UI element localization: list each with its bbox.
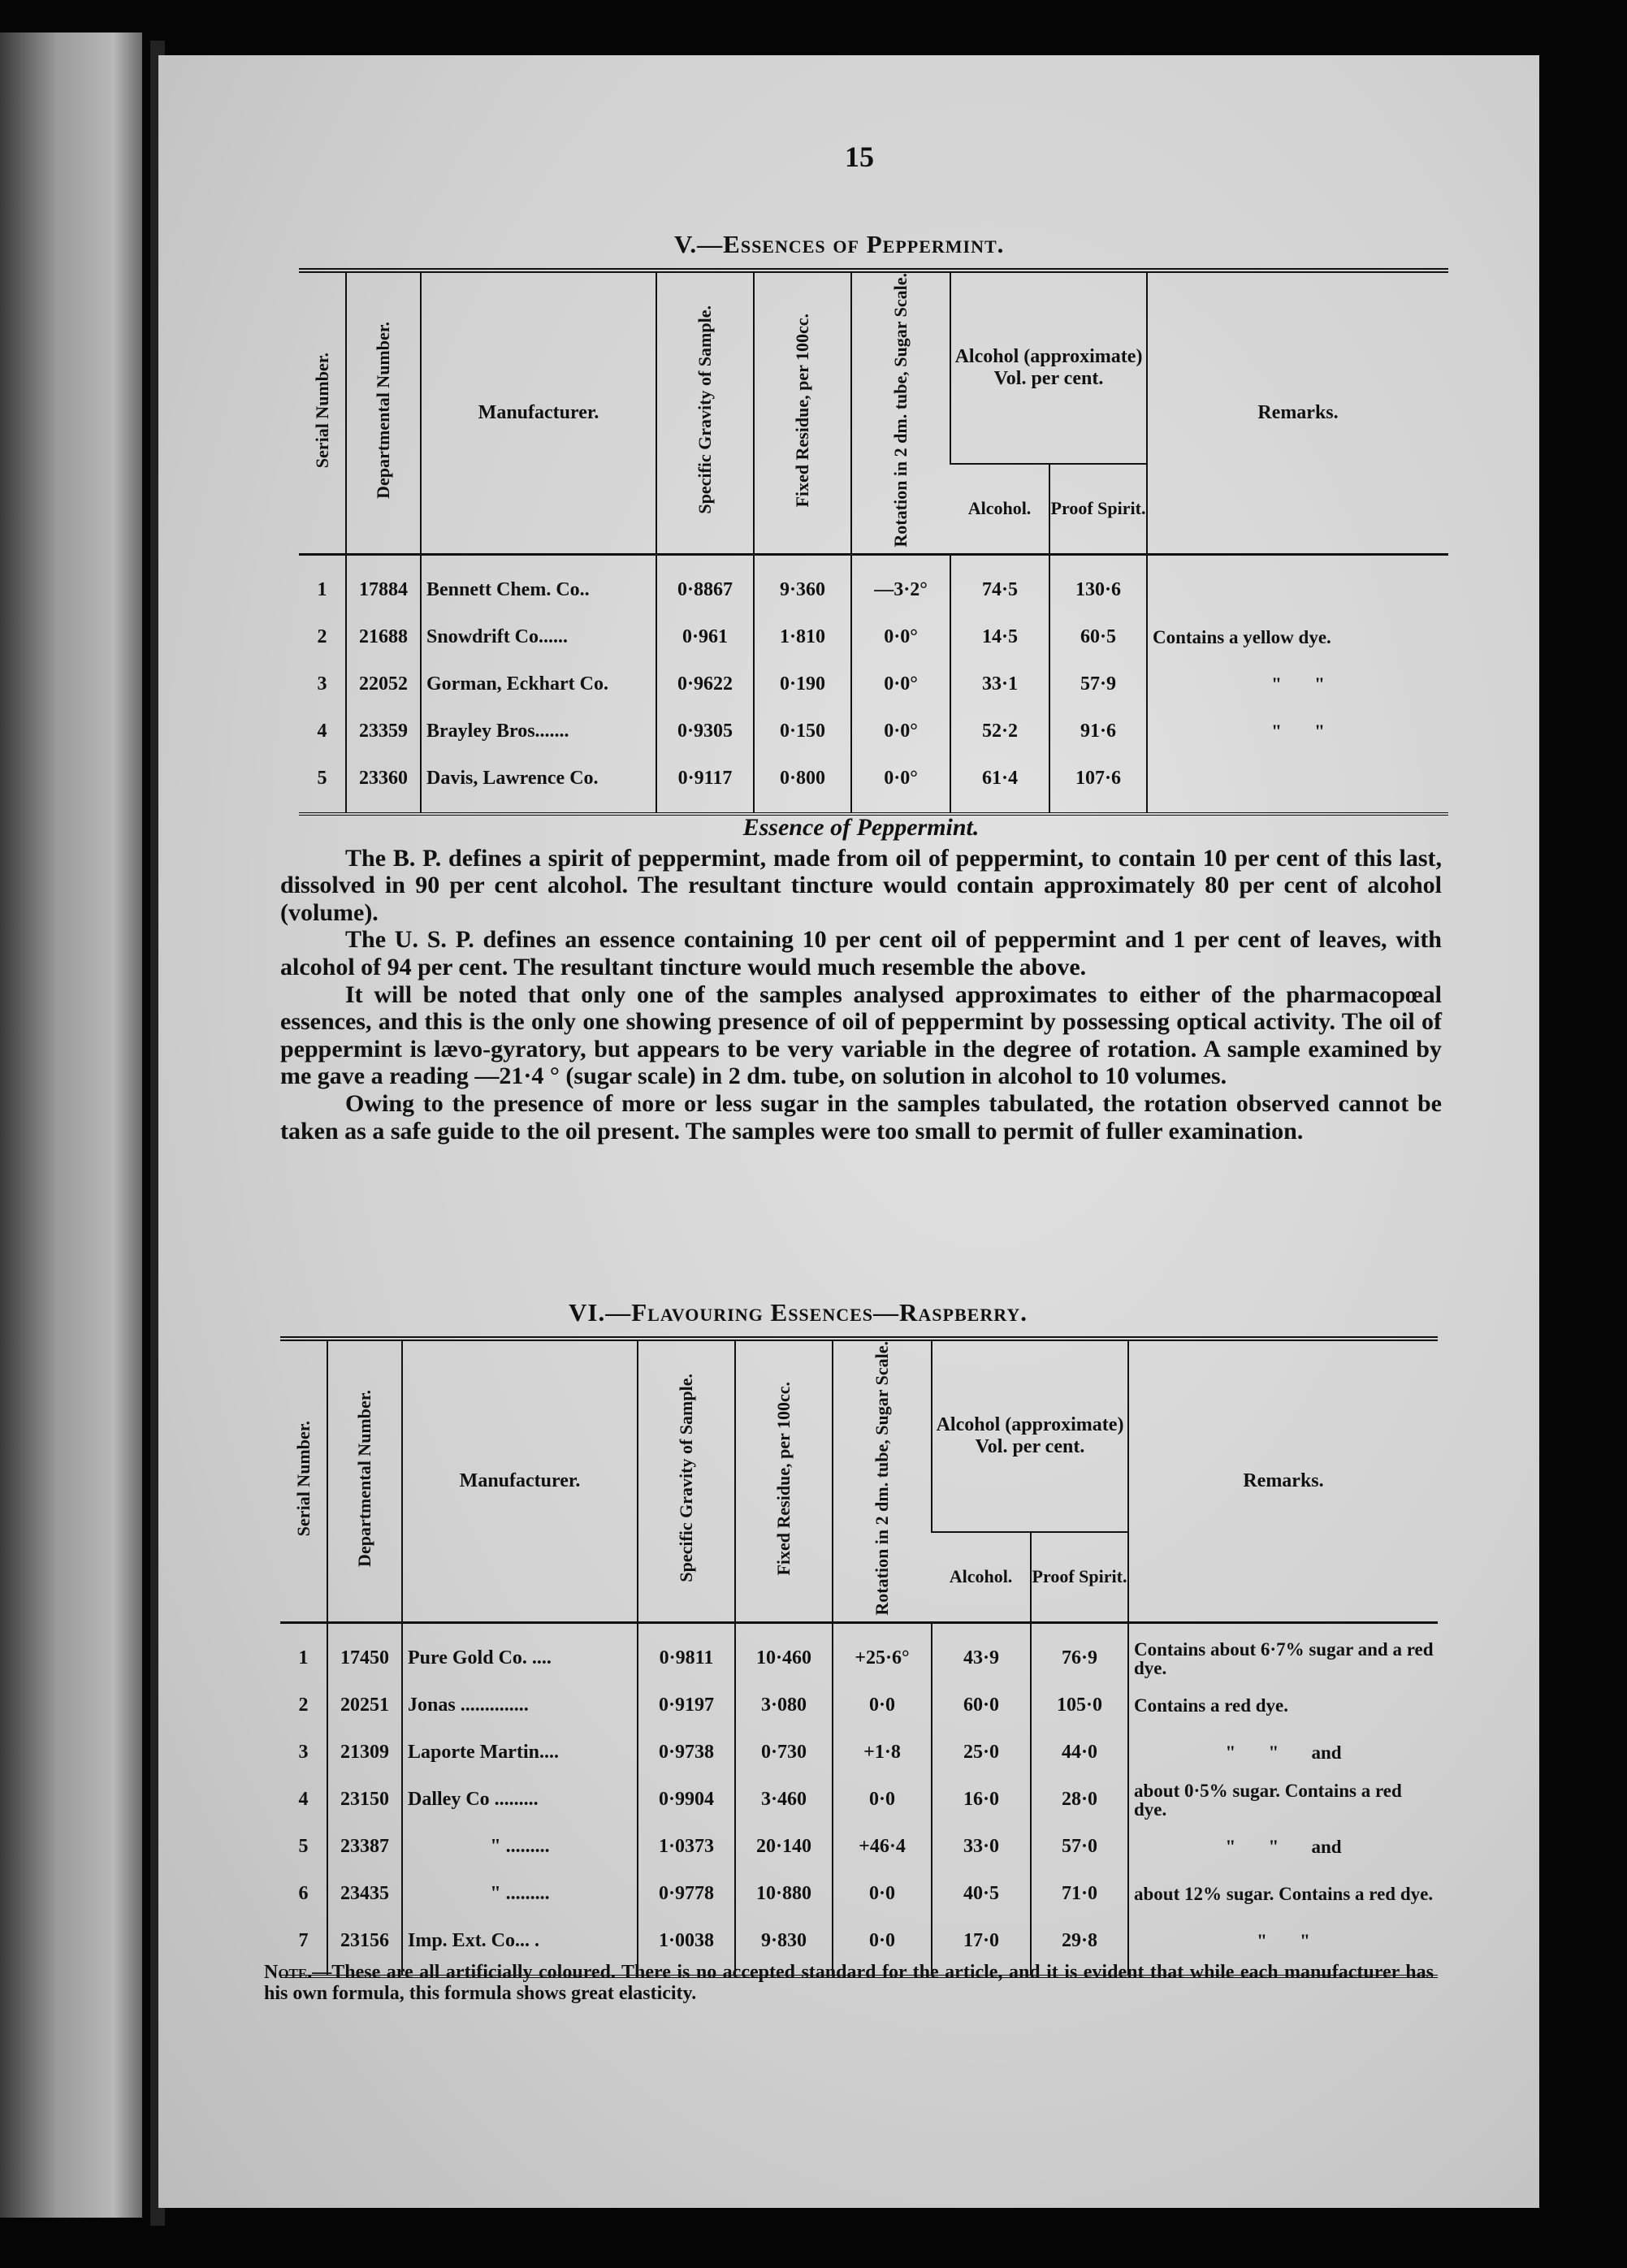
table-cell: 0·0 xyxy=(833,1871,932,1918)
header-gravity xyxy=(638,1339,735,1622)
header-alcohol: Alcohol. xyxy=(932,1532,1031,1622)
table-cell: 0·0° xyxy=(851,614,950,661)
header-rotation xyxy=(851,271,950,554)
table-cell: —3·2° xyxy=(851,554,950,614)
table-cell: 2 xyxy=(317,626,327,648)
table-cell: 0·0° xyxy=(851,708,950,755)
header-label: Specific Gravity of Sample. xyxy=(695,305,716,515)
table-cell: 0·8867 xyxy=(656,554,754,614)
table-cell: " " xyxy=(1147,661,1448,708)
table-cell: 57·0 xyxy=(1031,1824,1128,1871)
table-cell: 52·2 xyxy=(950,708,1049,755)
header-label: Rotation in 2 dm. tube, Sugar Scale. xyxy=(872,1341,893,1616)
table-cell: " " and xyxy=(1128,1729,1438,1777)
table-cell: Brayley Bros....... xyxy=(421,708,656,755)
header-label: Serial Number. xyxy=(292,1420,314,1536)
table-row xyxy=(299,554,1448,614)
table-cell: 0·0 xyxy=(833,1918,932,1976)
table-cell: 0·961 xyxy=(656,614,754,661)
header-label: Fixed Residue, per 100cc. xyxy=(773,1381,794,1576)
table-row xyxy=(280,1824,1438,1871)
table-cell: 60·0 xyxy=(932,1682,1031,1729)
table-cell: 0·9738 xyxy=(638,1729,735,1777)
table-cell: 21688 xyxy=(346,614,421,661)
table-cell: 23156 xyxy=(327,1918,402,1976)
table-cell: Davis, Lawrence Co. xyxy=(421,755,656,814)
table-cell: 1·0373 xyxy=(638,1824,735,1871)
table-cell: 17·0 xyxy=(932,1918,1031,1976)
table-cell: 0·0° xyxy=(851,661,950,708)
section-v-dash: — xyxy=(697,230,724,258)
table-cell: 3 xyxy=(298,1742,309,1764)
header-manufacturer: Manufacturer. xyxy=(402,1339,638,1622)
header-proof: Proof Spirit. xyxy=(1049,464,1147,554)
section-vi-numeral: VI. xyxy=(569,1298,606,1327)
table-cell: 23435 xyxy=(327,1871,402,1918)
section-vi-dash: — xyxy=(605,1298,632,1327)
table-row xyxy=(280,1682,1438,1729)
table-cell: about 0·5% sugar. Contains a red dye. xyxy=(1128,1777,1438,1824)
table-cell: 40·5 xyxy=(932,1871,1031,1918)
table-cell: 74·5 xyxy=(950,554,1049,614)
table-cell: about 12% sugar. Contains a red dye. xyxy=(1128,1871,1438,1918)
table-cell: Pure Gold Co. .... xyxy=(402,1622,638,1682)
section-vi-title xyxy=(569,1298,1028,1327)
table-cell: 7 xyxy=(280,1918,327,1976)
table-cell: " " xyxy=(1147,708,1448,755)
header-departmental xyxy=(346,271,421,554)
table-cell: " " xyxy=(1128,1918,1438,1976)
table-row xyxy=(280,1871,1438,1918)
table-cell: 0·0 xyxy=(833,1777,932,1824)
table-cell: 23150 xyxy=(327,1777,402,1824)
paragraph: Owing to the presence of more or less sugar in the samples tabulated, the rotation observed cannot be taken as a safe guide to the oil present. The samples were too small to permit of fuller examination. xyxy=(280,1089,1442,1145)
table-cell: 16·0 xyxy=(932,1777,1031,1824)
header-label: Departmental Number. xyxy=(354,1389,375,1567)
table-cell: 28·0 xyxy=(1031,1777,1128,1824)
table-row xyxy=(280,1622,1438,1682)
table-cell: 20251 xyxy=(327,1682,402,1729)
table-cell: 0·9197 xyxy=(638,1682,735,1729)
table-cell: 1·810 xyxy=(754,614,851,661)
note-text: —These are all artificially coloured. There is no accepted standard for the article, and it is evident that while each manufacturer has his own formula, this formula shows great elasticity. xyxy=(264,1962,1434,2005)
table-cell: Contains a yellow dye. xyxy=(1147,614,1448,661)
table-cell: Jonas .............. xyxy=(402,1682,638,1729)
table-row xyxy=(299,708,1448,755)
header-serial xyxy=(299,271,346,554)
table-cell: Laporte Martin.... xyxy=(402,1729,638,1777)
table-cell: 2 xyxy=(298,1695,309,1716)
table-cell: 22052 xyxy=(346,661,421,708)
header-remarks: Remarks. xyxy=(1128,1339,1438,1622)
table-cell: 33·0 xyxy=(932,1824,1031,1871)
table-cell: " ......... xyxy=(402,1824,638,1871)
table-cell: 0·9904 xyxy=(638,1777,735,1824)
section-vi-title-text: Flavouring Essences—Raspberry. xyxy=(631,1298,1028,1327)
section-v-numeral: V. xyxy=(674,230,698,258)
header-serial xyxy=(280,1339,327,1622)
table-cell: Dalley Co ......... xyxy=(402,1777,638,1824)
note-label: Note. xyxy=(264,1962,313,1983)
page-number: 15 xyxy=(845,141,874,173)
header-alcohol: Alcohol. xyxy=(950,464,1049,554)
header-residue xyxy=(735,1339,833,1622)
table-row xyxy=(280,1777,1438,1824)
table-cell: 44·0 xyxy=(1031,1729,1128,1777)
table-cell: 10·880 xyxy=(735,1871,833,1918)
header-label: Departmental Number. xyxy=(373,321,394,499)
paragraph: The U. S. P. defines an essence containing 10 per cent oil of peppermint and 1 per cent of leaves, with alcohol of 94 per cent. The resultant tincture would much resemble the above. xyxy=(280,926,1442,980)
table-cell: 17884 xyxy=(346,554,421,614)
paragraph: The B. P. defines a spirit of peppermint, made from oil of peppermint, to contain 10 per cent of this last, dissolved in 90 per cent alcohol. The resultant tincture would contain approximately 80 per cent of alcohol (volume). xyxy=(280,844,1442,926)
table-cell: Bennett Chem. Co.. xyxy=(421,554,656,614)
table-cell: +25·6° xyxy=(833,1622,932,1682)
footnote xyxy=(264,1962,1434,2005)
header-rotation xyxy=(833,1339,932,1622)
table-cell: 76·9 xyxy=(1031,1622,1128,1682)
section-v-title xyxy=(674,230,1004,259)
table-cell: 0·9811 xyxy=(638,1622,735,1682)
header-label: Fixed Residue, per 100cc. xyxy=(792,313,813,508)
table-cell: 0·9778 xyxy=(638,1871,735,1918)
table-cell: 3 xyxy=(317,673,327,695)
table-cell: 14·5 xyxy=(950,614,1049,661)
header-manufacturer: Manufacturer. xyxy=(421,271,656,554)
table-cell: 0·9117 xyxy=(656,755,754,814)
table-cell: 105·0 xyxy=(1031,1682,1128,1729)
table-cell: " ......... xyxy=(402,1871,638,1918)
table-cell: +46·4 xyxy=(833,1824,932,1871)
table-cell xyxy=(1147,554,1448,614)
prose-heading: Essence of Peppermint. xyxy=(742,814,980,841)
table-cell: 61·4 xyxy=(950,755,1049,814)
table-cell: Imp. Ext. Co... . xyxy=(402,1918,638,1976)
paragraph: It will be noted that only one of the samples analysed approximates to either of the pharmacopœal essences, and this is the only one showing presence of oil of peppermint by possessing optical activity. The oil of peppermint is lævo-gyratory, but appears to be very variable in the degree of rotation. A sample examined by me gave a reading —21·4 ° (sugar scale) in 2 dm. tube, on solution in alcohol to 10 volumes. xyxy=(280,980,1442,1090)
table-row xyxy=(299,614,1448,661)
table-cell: 23360 xyxy=(346,755,421,814)
header-remarks: Remarks. xyxy=(1147,271,1448,554)
table-cell: 33·1 xyxy=(950,661,1049,708)
table-cell: 130·6 xyxy=(1049,554,1147,614)
table-cell: " " and xyxy=(1128,1824,1438,1871)
table-cell: 6 xyxy=(298,1883,309,1905)
table-cell: 71·0 xyxy=(1031,1871,1128,1918)
table-cell: 20·140 xyxy=(735,1824,833,1871)
table-row xyxy=(280,1729,1438,1777)
table-cell: 4 xyxy=(298,1789,309,1811)
table-cell: Contains a red dye. xyxy=(1128,1682,1438,1729)
table-cell: +1·8 xyxy=(833,1729,932,1777)
table-cell: 1 xyxy=(317,579,327,601)
table-cell: 9·360 xyxy=(754,554,851,614)
table-cell: 21309 xyxy=(327,1729,402,1777)
header-gravity xyxy=(656,271,754,554)
table-cell: 25·0 xyxy=(932,1729,1031,1777)
table-row xyxy=(299,755,1448,814)
table-cell: 0·9622 xyxy=(656,661,754,708)
table-cell: 1·0038 xyxy=(638,1918,735,1976)
header-alcohol-group: Alcohol (approximate) Vol. per cent. xyxy=(932,1339,1128,1532)
table-cell: 57·9 xyxy=(1049,661,1147,708)
raspberry-table xyxy=(280,1336,1438,1978)
table-cell: 1 xyxy=(298,1647,309,1669)
header-label: Serial Number. xyxy=(311,352,332,468)
table-cell: 3·080 xyxy=(735,1682,833,1729)
essence-of-peppermint-text xyxy=(280,814,1442,1145)
table-cell: 0·730 xyxy=(735,1729,833,1777)
table-cell: Contains about 6·7% sugar and a red dye. xyxy=(1128,1622,1438,1682)
table-cell: 4 xyxy=(317,721,327,742)
table-cell: 0·150 xyxy=(754,708,851,755)
table-cell: Gorman, Eckhart Co. xyxy=(421,661,656,708)
header-proof: Proof Spirit. xyxy=(1031,1532,1128,1622)
table-cell: 43·9 xyxy=(932,1622,1031,1682)
table-cell: 91·6 xyxy=(1049,708,1147,755)
peppermint-table xyxy=(299,268,1448,816)
table-cell: 0·190 xyxy=(754,661,851,708)
table-cell: 3·460 xyxy=(735,1777,833,1824)
table-cell: 0·0 xyxy=(833,1682,932,1729)
table-cell: 5 xyxy=(298,1836,309,1858)
header-alcohol-group: Alcohol (approximate) Vol. per cent. xyxy=(950,271,1147,464)
table-cell: 5 xyxy=(299,755,346,814)
table-cell: 17450 xyxy=(327,1622,402,1682)
header-label: Specific Gravity of Sample. xyxy=(676,1374,697,1583)
table-cell xyxy=(1147,755,1448,814)
section-v-title-text: Essences of Peppermint. xyxy=(723,230,1005,258)
table-cell: 0·800 xyxy=(754,755,851,814)
table-cell: 29·8 xyxy=(1031,1918,1128,1976)
table-cell: 9·830 xyxy=(735,1918,833,1976)
table-row xyxy=(299,661,1448,708)
header-departmental xyxy=(327,1339,402,1622)
table-cell: 107·6 xyxy=(1049,755,1147,814)
table-cell: 0·9305 xyxy=(656,708,754,755)
table-cell: Snowdrift Co...... xyxy=(421,614,656,661)
table-cell: 10·460 xyxy=(735,1622,833,1682)
adjacent-page-edge xyxy=(0,32,142,2218)
table-cell: 0·0° xyxy=(851,755,950,814)
header-label: Rotation in 2 dm. tube, Sugar Scale. xyxy=(890,273,911,548)
table-cell: 23387 xyxy=(327,1824,402,1871)
header-residue xyxy=(754,271,851,554)
table-cell: 23359 xyxy=(346,708,421,755)
table-cell: 60·5 xyxy=(1049,614,1147,661)
